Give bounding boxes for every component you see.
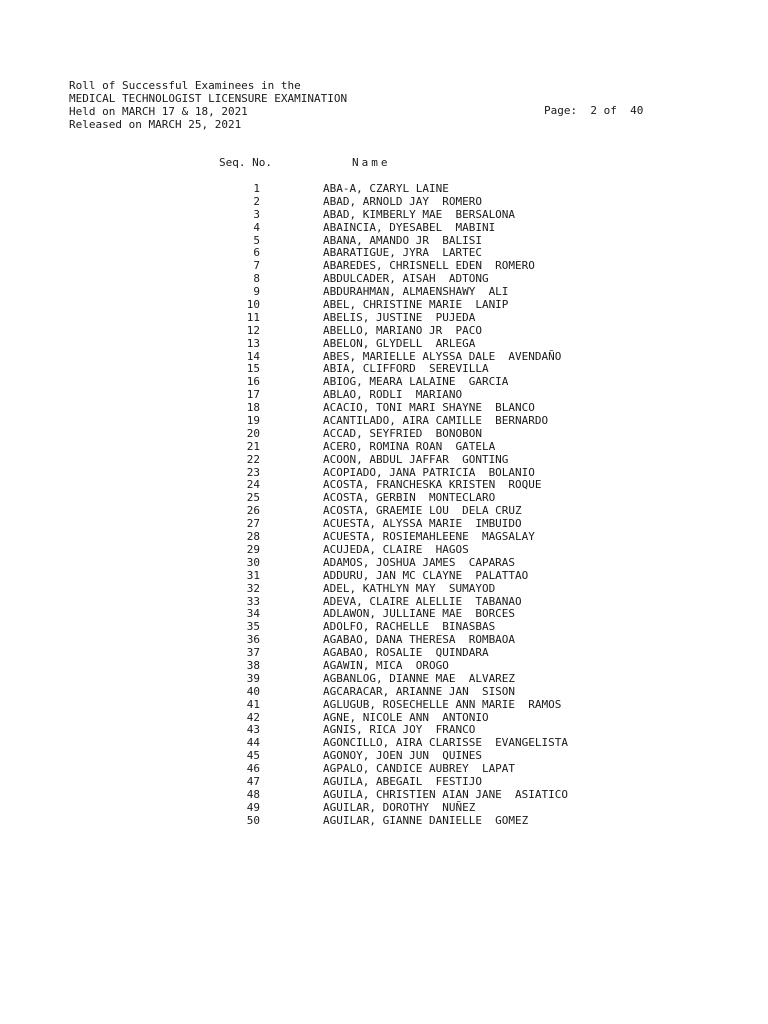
- examinee-name: AGUILAR, DOROTHY NUÑEZ: [323, 800, 476, 814]
- seq-number: 33: [246, 594, 260, 608]
- examinee-name: AGUILA, CHRISTIEN AIAN JANE ASIATICO: [323, 787, 569, 801]
- header-held-date: Held on MARCH 17 & 18, 2021: [69, 105, 248, 118]
- seq-number: 43: [246, 723, 260, 737]
- seq-number: 10: [246, 298, 260, 312]
- seq-number: 9: [253, 285, 260, 299]
- examinee-name: AGBANLOG, DIANNE MAE ALVAREZ: [323, 671, 516, 685]
- table-row: [0, 802, 768, 815]
- header-exam-name: MEDICAL TECHNOLOGIST LICENSURE EXAMINATION: [69, 92, 348, 105]
- seq-number: 6: [253, 246, 260, 260]
- seq-number: 12: [246, 323, 260, 337]
- seq-number: 44: [246, 736, 260, 750]
- seq-number: 26: [246, 504, 260, 518]
- examinee-name: ABEL, CHRISTINE MARIE LANIP: [323, 298, 509, 312]
- table-row: [0, 415, 768, 428]
- examinee-name: ADDURU, JAN MC CLAYNE PALATTAO: [323, 568, 529, 582]
- page-indicator: Page: 2 of 40: [544, 104, 644, 117]
- examinee-name: ACACIO, TONI MARI SHAYNE BLANCO: [323, 401, 535, 415]
- table-row: [0, 531, 768, 544]
- examinee-name: ABAD, KIMBERLY MAE BERSALONA: [323, 207, 516, 221]
- seq-number: 24: [246, 478, 260, 492]
- examinee-name: AGCARACAR, ARIANNE JAN SISON: [323, 684, 516, 698]
- table-row: [0, 222, 768, 235]
- examinee-name: AGUILAR, GIANNE DANIELLE GOMEZ: [323, 813, 529, 827]
- table-row: [0, 338, 768, 351]
- examinee-name: ABIOG, MEARA LALAINE GARCIA: [323, 375, 509, 389]
- examinee-name: AGUILA, ABEGAIL FESTIJO: [323, 774, 482, 788]
- seq-number: 31: [246, 568, 260, 582]
- examinee-name: AGNIS, RICA JOY FRANCO: [323, 723, 476, 737]
- column-header-name: Name: [352, 156, 391, 169]
- examinee-name: ACUESTA, ALYSSA MARIE IMBUIDO: [323, 517, 522, 531]
- seq-number: 49: [246, 800, 260, 814]
- seq-number: 50: [246, 813, 260, 827]
- seq-number: 13: [246, 336, 260, 350]
- examinee-name: ABARATIGUE, JYRA LARTEC: [323, 246, 482, 260]
- examinee-name: ABAINCIA, DYESABEL MABINI: [323, 220, 496, 234]
- examinee-name: AGPALO, CANDICE AUBREY LAPAT: [323, 762, 516, 776]
- seq-number: 42: [246, 710, 260, 724]
- table-row: [0, 196, 768, 209]
- seq-number: 20: [246, 426, 260, 440]
- seq-number: 19: [246, 414, 260, 428]
- seq-number: 28: [246, 530, 260, 544]
- examinee-name: ABDURAHMAN, ALMAENSHAWY ALI: [323, 285, 509, 299]
- table-row: [0, 583, 768, 596]
- examinee-name: ACOON, ABDUL JAFFAR GONTING: [323, 452, 509, 466]
- table-row: [0, 673, 768, 686]
- examinee-name: ADOLFO, RACHELLE BINASBAS: [323, 620, 496, 634]
- examinee-name: ABAREDES, CHRISNELL EDEN ROMERO: [323, 259, 535, 273]
- examinee-name: AGABAO, ROSALIE QUINDARA: [323, 646, 489, 660]
- examinee-name: AGONOY, JOEN JUN QUINES: [323, 749, 482, 763]
- examinee-name: ABELLO, MARIANO JR PACO: [323, 323, 482, 337]
- seq-number: 8: [253, 272, 260, 286]
- examinee-name: ABELIS, JUSTINE PUJEDA: [323, 310, 476, 324]
- seq-number: 4: [253, 220, 260, 234]
- seq-number: 45: [246, 749, 260, 763]
- table-row: [0, 299, 768, 312]
- table-row: [0, 699, 768, 712]
- examinee-name: ACOSTA, FRANCHESKA KRISTEN ROQUE: [323, 478, 542, 492]
- table-row: [0, 312, 768, 325]
- examinee-name: ACCAD, SEYFRIED BONOBON: [323, 426, 482, 440]
- examinee-name: ABES, MARIELLE ALYSSA DALE AVENDAÑO: [323, 349, 562, 363]
- seq-number: 14: [246, 349, 260, 363]
- seq-number: 36: [246, 633, 260, 647]
- header-title-line-1: Roll of Successful Examinees in the: [69, 79, 301, 92]
- seq-number: 29: [246, 542, 260, 556]
- seq-number: 1: [253, 182, 260, 195]
- seq-number: 7: [253, 259, 260, 273]
- seq-number: 32: [246, 581, 260, 595]
- seq-number: 22: [246, 452, 260, 466]
- table-row: [0, 428, 768, 441]
- seq-number: 18: [246, 401, 260, 415]
- examinee-name: ADEL, KATHLYN MAY SUMAYOD: [323, 581, 496, 595]
- table-row: [0, 441, 768, 454]
- examinee-name: AGONCILLO, AIRA CLARISSE EVANGELISTA: [323, 736, 569, 750]
- table-row: [0, 789, 768, 802]
- seq-number: 21: [246, 439, 260, 453]
- examinee-name: ACERO, ROMINA ROAN GATELA: [323, 439, 496, 453]
- seq-number: 25: [246, 491, 260, 505]
- examinee-name: AGNE, NICOLE ANN ANTONIO: [323, 710, 489, 724]
- table-row: [0, 686, 768, 699]
- examinee-name: ACOSTA, GERBIN MONTECLARO: [323, 491, 496, 505]
- seq-number: 47: [246, 774, 260, 788]
- seq-number: 34: [246, 607, 260, 621]
- seq-number: 48: [246, 787, 260, 801]
- examinee-name: AGAWIN, MICA OROGO: [323, 658, 449, 672]
- seq-number: 27: [246, 517, 260, 531]
- examinee-name: ADAMOS, JOSHUA JAMES CAPARAS: [323, 555, 516, 569]
- examinee-name: ABANA, AMANDO JR BALISI: [323, 233, 482, 247]
- examinee-name: ABELON, GLYDELL ARLEGA: [323, 336, 476, 350]
- examinee-name: ADEVA, CLAIRE ALELLIE TABANAO: [323, 594, 522, 608]
- table-row: [0, 183, 768, 196]
- seq-number: 37: [246, 646, 260, 660]
- table-row: [0, 815, 768, 828]
- seq-number: 40: [246, 684, 260, 698]
- seq-number: 11: [246, 310, 260, 324]
- examinee-name: ABA-A, CZARYL LAINE: [323, 182, 449, 195]
- seq-number: 23: [246, 465, 260, 479]
- seq-number: 30: [246, 555, 260, 569]
- seq-number: 39: [246, 671, 260, 685]
- examinee-name: AGLUGUB, ROSECHELLE ANN MARIE RAMOS: [323, 697, 562, 711]
- table-row: [0, 570, 768, 583]
- seq-number: 2: [253, 194, 260, 208]
- examinee-name: ABIA, CLIFFORD SEREVILLA: [323, 362, 489, 376]
- examinee-name: ACUESTA, ROSIEMAHLEENE MAGSALAY: [323, 530, 535, 544]
- table-row: [0, 776, 768, 789]
- table-row: [0, 325, 768, 338]
- seq-number: 17: [246, 388, 260, 402]
- seq-number: 5: [253, 233, 260, 247]
- examinee-name: ABLAO, RODLI MARIANO: [323, 388, 463, 402]
- examinee-name: ADLAWON, JULLIANE MAE BORCES: [323, 607, 516, 621]
- examinee-name: ABDULCADER, AISAH ADTONG: [323, 272, 489, 286]
- column-header-seq: Seq. No.: [219, 156, 272, 169]
- seq-number: 15: [246, 362, 260, 376]
- examinee-list: [0, 183, 768, 828]
- examinee-name: AGABAO, DANA THERESA ROMBAOA: [323, 633, 516, 647]
- column-headers: [0, 156, 768, 169]
- seq-number: 46: [246, 762, 260, 776]
- seq-number: 38: [246, 658, 260, 672]
- examinee-name: ACOSTA, GRAEMIE LOU DELA CRUZ: [323, 504, 522, 518]
- examinee-name: ACUJEDA, CLAIRE HAGOS: [323, 542, 469, 556]
- seq-number: 16: [246, 375, 260, 389]
- seq-number: 41: [246, 697, 260, 711]
- table-row: [0, 209, 768, 222]
- examinee-name: ACOPIADO, JANA PATRICIA BOLANIO: [323, 465, 535, 479]
- examinee-name: ACANTILADO, AIRA CAMILLE BERNARDO: [323, 414, 549, 428]
- examinee-name: ABAD, ARNOLD JAY ROMERO: [323, 194, 482, 208]
- table-row: [0, 454, 768, 467]
- table-row: [0, 660, 768, 673]
- header-release-date: Released on MARCH 25, 2021: [69, 118, 242, 131]
- seq-number: 35: [246, 620, 260, 634]
- seq-number: 3: [253, 207, 260, 221]
- table-row: [0, 544, 768, 557]
- table-row: [0, 557, 768, 570]
